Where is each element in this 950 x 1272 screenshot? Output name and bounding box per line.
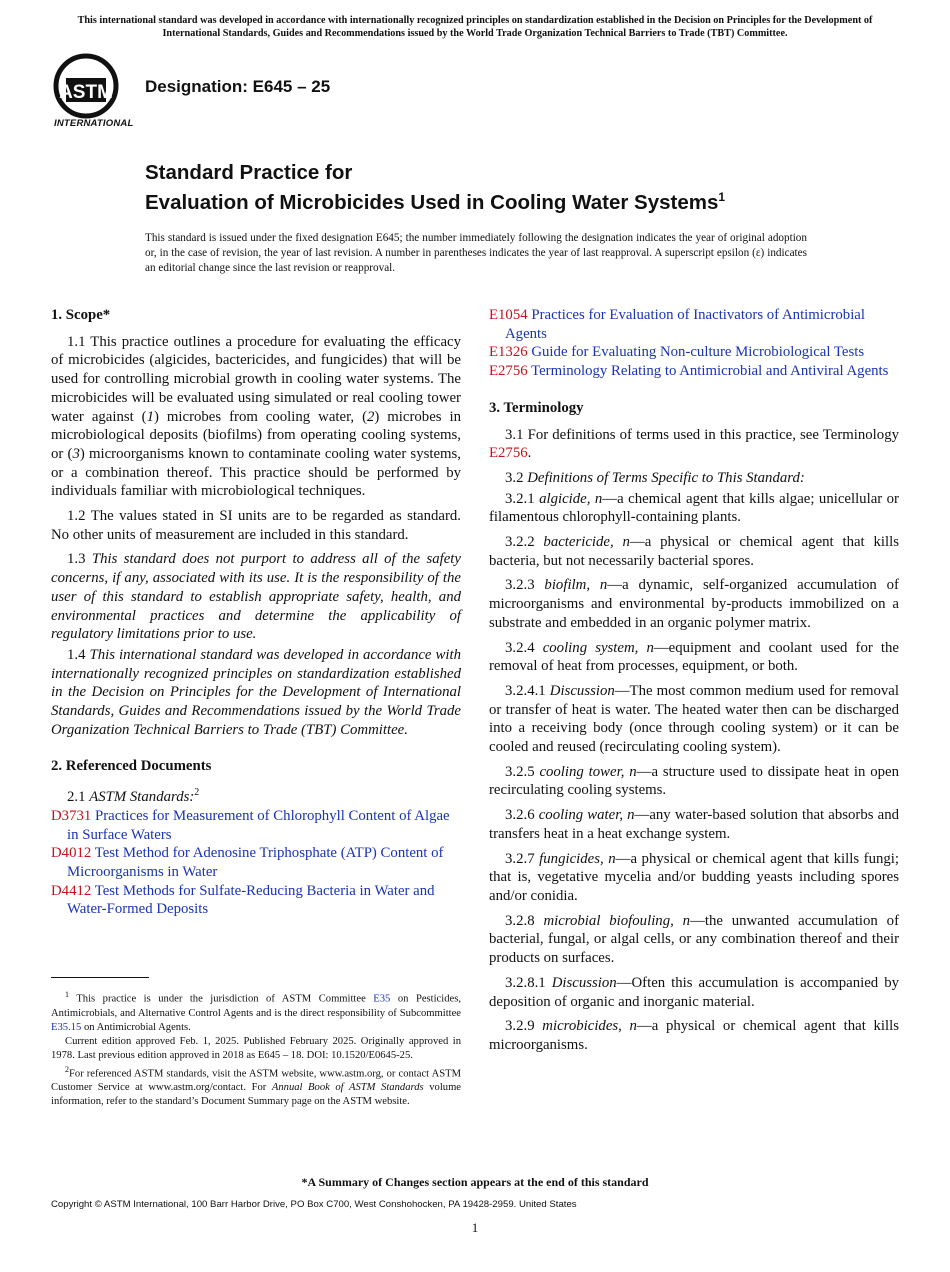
title-line-2-text: Evaluation of Microbicides Used in Cooling Water Systems [145, 190, 719, 214]
tbt-notice: This international standard was developed in accordance with internationally recognized principles on standardization established in the Decision on Principles for the Development of International Standards, Guides and Recommendations issued by the World Trade Organization Technical Barriers to Trade (TBT) Committee. [77, 15, 873, 39]
para-3-2: 3.2 Definitions of Terms Specific to This Standard: [505, 469, 805, 486]
definition-term: Discussion [551, 974, 617, 991]
definition-term: cooling tower, n [539, 763, 637, 780]
definition-number: 3.2.4 [505, 639, 535, 656]
definition-number: 3.2.4.1 [505, 682, 546, 699]
definition-text: —equipment and coolant used for the removal of heat from processes, equipment, or both. [489, 639, 899, 675]
definition-number: 3.2.2 [505, 534, 535, 551]
definition-item [489, 806, 899, 843]
para-1-3: 1.3 This standard does not purport to address all of the safety concerns, if any, associated with its use. It is the responsibility of the user of this standard to establish appropriate safety, health, and environmental practices and determine the applicability of regulatory limitations prior to use. [51, 551, 461, 643]
section-1-heading: 1. Scope* [51, 307, 111, 323]
ref-item[interactable]: E1054 Practices for Evaluation of Inactivators of Antimicrobial Agents [489, 307, 865, 342]
svg-text:ASTM: ASTM [59, 82, 113, 103]
footnote-1: $^1$ This practice is under the jurisdiction of ASTM Committee E35 on Pesticides, Antimicrobials, and Alternative Control Agents and is the direct responsibility of Subcommittee E35.15 on Antimicrobial Agents. [51, 990, 461, 1033]
definition-term: cooling system, n [542, 639, 654, 656]
definition-item [489, 533, 899, 570]
definition-term: algicide, n [539, 490, 603, 507]
definition-item [489, 850, 899, 906]
definition-text: —a dynamic, self-organized accumulation of microorganisms and environmental by-products immobilized on a substrate and embedded in an organic polymer matrix. [489, 577, 899, 631]
definition-text: —a physical or chemical agent that kills microorganisms. [489, 1018, 900, 1053]
para-1-4: 1.4 This international standard was developed in accordance with internationally recognized principles on standardization established in the Decision on Principles for the Development of International Standards, Guides and Recommendations issued by the World Trade Organization Technical Barriers to Trade (TBT) Committee. [51, 646, 461, 738]
definition-term: fungicides, n [539, 850, 616, 867]
designation: Designation: E645 – 25 [145, 77, 331, 96]
right-column [489, 306, 899, 1061]
definition-item [489, 639, 899, 676]
e35-link[interactable]: E35 [373, 993, 391, 1005]
definitions-list [489, 490, 899, 1055]
definition-text: —a physical or chemical agent that kills fungi; that is, vegetative mycelia and/or budding yeasts including spores and/or conidia. [489, 850, 899, 904]
e35-15-link[interactable]: E35.15 [51, 1021, 82, 1033]
definition-number: 3.2.8 [505, 912, 535, 929]
footnote-2: $^2$For referenced ASTM standards, visit the ASTM website, www.astm.org, or contact ASTM Customer Service at www.astm.org/contact. For Annual Book of ASTM Standards volume information, refer to the standard’s Document Summary page on the ASTM website. [51, 1064, 462, 1108]
definition-number: 3.2.5 [505, 763, 535, 780]
definition-number: 3.2.1 [505, 490, 535, 507]
definition-term: microbicides, n [542, 1018, 637, 1035]
definition-item [489, 1017, 899, 1054]
definition-term: microbial biofouling, n [543, 912, 691, 929]
ref-item[interactable]: E1326 Guide for Evaluating Non-culture Microbiological Tests [489, 344, 865, 361]
definition-number: 3.2.3 [505, 577, 535, 594]
definition-item [489, 490, 899, 527]
left-column [51, 306, 461, 919]
footnote-1-edition: Current edition approved Feb. 1, 2025. Published February 2025. Originally approved in 1978. Last previous edition approved in 2018 as E645 – 18. DOI: 10.1520/E0645-25. [51, 1035, 461, 1061]
definition-term: cooling water, n [538, 807, 635, 824]
title-line-1: Standard Practice for [145, 161, 353, 184]
definition-number: 3.2.7 [505, 850, 535, 867]
definition-text: —the unwanted accumulation of bacterial, fungal, or algal cells, or any combination thereof and their products on surfaces. [489, 912, 899, 967]
ref-item[interactable]: D4012 Test Method for Adenosine Triphosphate (ATP) Content of Microorganisms in Water [51, 845, 444, 880]
definition-item [489, 763, 899, 800]
para-1-1: 1.1 This practice outlines a procedure for evaluating the efficacy of microbicides (algicides, bactericides, and fungicides) that will be used for controlling microbial growth in cooling water systems. The microbicides will be evaluated using simulated or real cooling tower water against (1) microbes from cooling water, (2) microbes in microbiological deposits (biofilms) from operating cooling systems, or (3) microorganisms known to contaminate cooling water systems, or a combination thereof. This practice should be performed by individuals familiar with microbiological techniques. [51, 333, 461, 500]
definition-text: —The most common medium used for removal or transfer of heat is water. The heated water then can be discharged into a receiving body (once through cooling system) or it can be cooled and reused (recirculating cooling system). [489, 682, 899, 756]
ref-item[interactable]: D4412 Test Methods for Sulfate-Reducing Bacteria in Water and Water-Formed Deposits [51, 882, 435, 918]
footnote-divider [51, 977, 149, 978]
definition-number: 3.2.9 [505, 1018, 535, 1035]
definition-item [489, 576, 899, 632]
e2756-link[interactable]: E2756 [489, 445, 528, 462]
title-line-2 [145, 185, 725, 215]
ref-item[interactable]: D3731 Practices for Measurement of Chlorophyll Content of Algae in Surface Waters [51, 807, 450, 843]
definition-number: 3.2.6 [505, 807, 535, 824]
footnotes [51, 988, 461, 1109]
title-footnote-mark[interactable]: 1 [718, 190, 726, 204]
definition-text: —a chemical agent that kills algae; unicellular or filamentous chlorophyll-containing plants. [489, 490, 899, 526]
section-2-heading: 2. Referenced Documents [51, 758, 212, 775]
definition-term: Discussion [549, 682, 615, 699]
para-2-1: 2.1 ASTM Standards:$^2$ [67, 787, 200, 806]
definition-term: biofilm, n [544, 577, 608, 594]
definition-text: —a physical or chemical agent that kills bacteria, but not necessarily bacterial spores. [489, 534, 899, 569]
document-title [145, 160, 725, 215]
definition-term: bactericide, n [543, 534, 630, 551]
ref-item[interactable]: E2756 Terminology Relating to Antimicrobial and Antiviral Agents [489, 363, 889, 380]
copyright-line: Copyright © ASTM International, 100 Barr Harbor Drive, PO Box C700, West Conshohocken, PA 19428-2959. United States [51, 1199, 577, 1210]
page-number: 1 [471, 1220, 479, 1235]
section-3-heading: 3. Terminology [489, 399, 584, 416]
definition-text: —Often this accumulation is accompanied by deposition of organic and inorganic material. [489, 974, 899, 1010]
definition-text: —any water-based solution that absorbs and transfers heat in a heat exchange system. [489, 807, 899, 842]
logo-international-text: INTERNATIONAL [54, 118, 134, 129]
astm-logo [52, 52, 136, 130]
para-1-2: 1.2 The values stated in SI units are to be regarded as standard. No other units of measurement are included in this standard. [51, 508, 461, 543]
issuance-preamble: This standard is issued under the fixed designation E645; the number immediately following the designation indicates the year of original adoption or, in the case of revision, the year of last revision. A number in parentheses indicates the year of last reapproval. A superscript epsilon (ε) indicates an editorial change since the last revision or reapproval. [145, 232, 807, 274]
definition-item [489, 912, 899, 968]
summary-of-changes-note: *A Summary of Changes section appears at the end of this standard [301, 1175, 649, 1189]
definition-number: 3.2.8.1 [505, 974, 546, 991]
definition-text: —a structure used to dissipate heat in open recirculating cooling systems. [489, 763, 900, 799]
para-3-1: 3.1 For definitions of terms used in this practice, see Terminology E2756. [489, 426, 899, 462]
definition-item [489, 974, 899, 1011]
definition-item [489, 682, 899, 757]
